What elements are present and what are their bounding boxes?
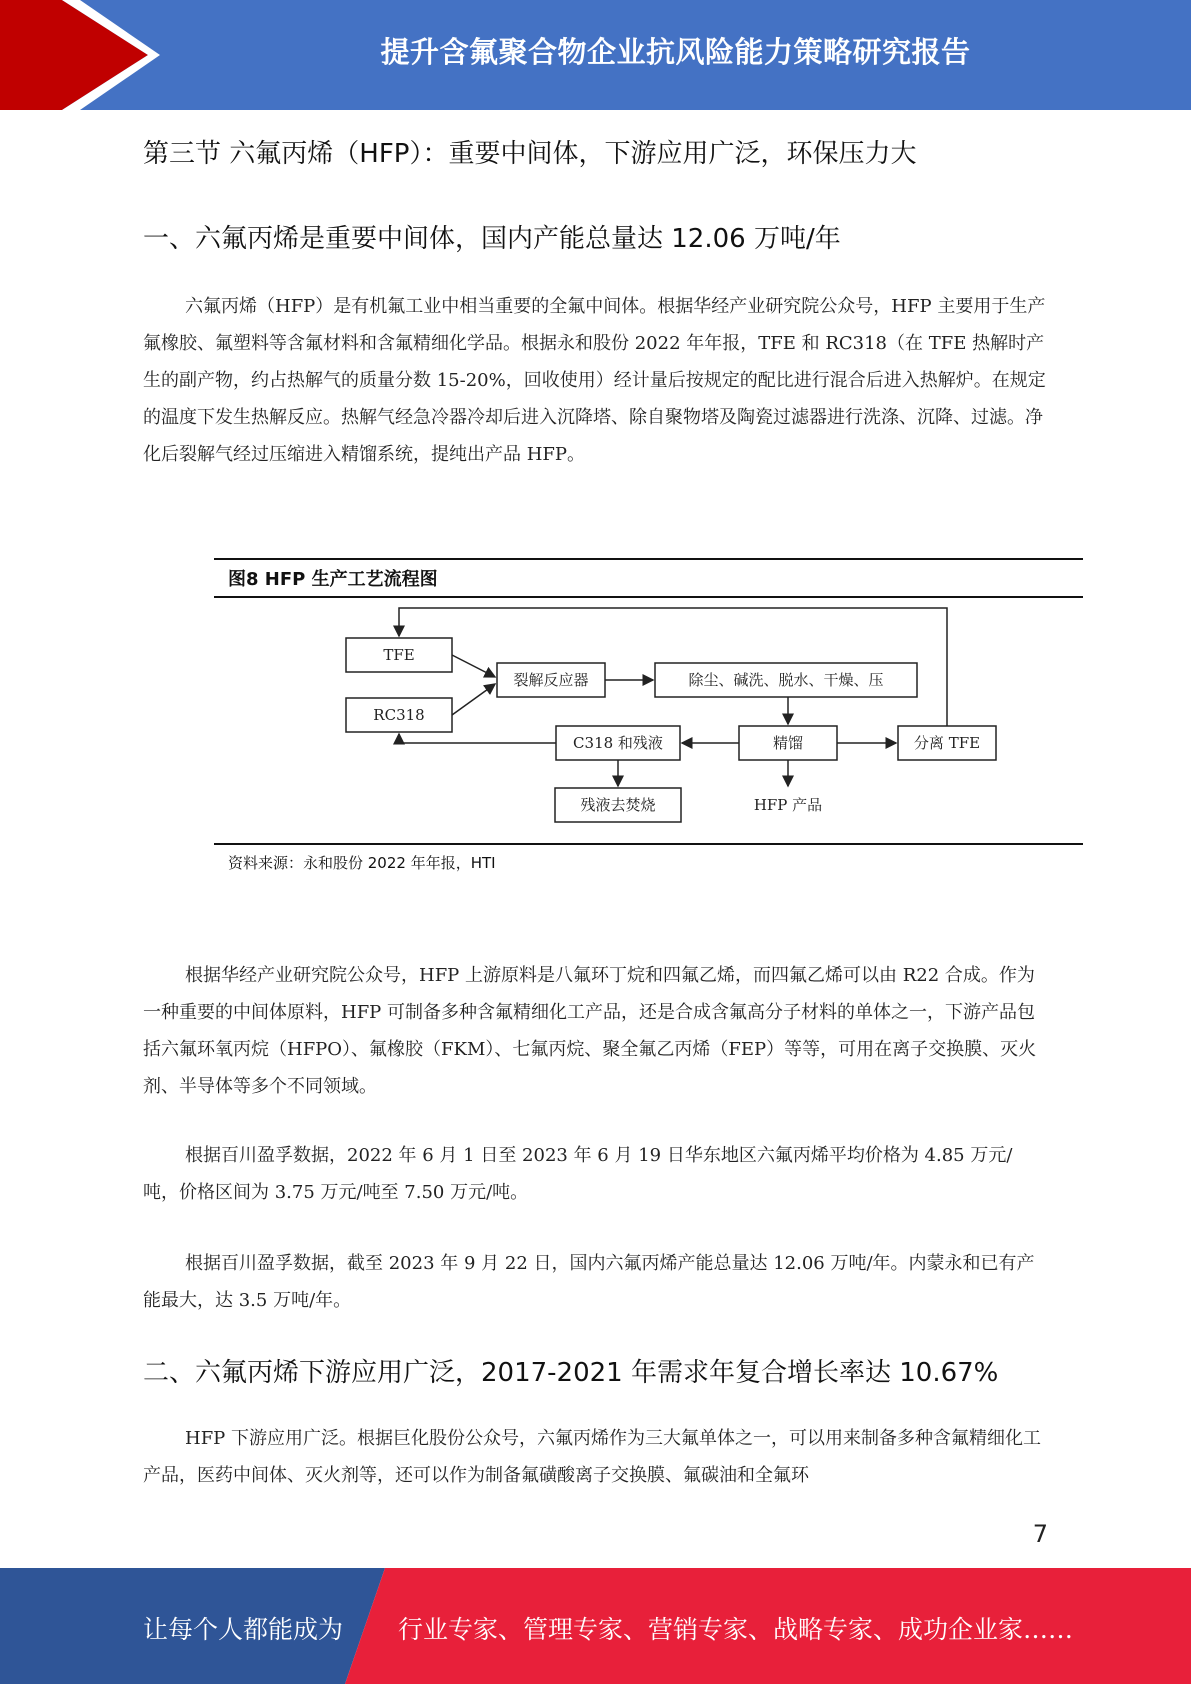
paragraph-3: 根据百川盈孚数据，2022 年 6 月 1 日至 2023 年 6 月 19 日华东地区六氟丙烯平均价格为 4.85 万元/吨，价格区间为 3.75 万元/吨至 7.50 万元/吨。 [143,1145,1013,1203]
figure-bottom-rule [214,843,1083,845]
footer-slogan-left: 让每个人都能成为 [143,1615,344,1644]
hfp-process-diagram [330,600,1010,840]
paragraph-4: 根据百川盈孚数据，截至 2023 年 9 月 22 日，国内六氟丙烯产能总量达 12.06 万吨/年。内蒙永和已有产能最大，达 3.5 万吨/年。 [143,1253,1035,1311]
page-header [0,0,1191,110]
figure-title-rule [214,596,1083,598]
node-distill-label: 精馏 [772,734,804,752]
node-purify-label: 除尘、碱洗、脱水、干燥、压 [688,671,884,689]
paragraph-5: HFP 下游应用广泛。根据巨化股份公众号，六氟丙烯作为三大氟单体之一，可以用来制备多种含氟精细化工产品，医药中间体、灭火剂等，还可以作为制备氟磺酸离子交换膜、氟碳油和全氟环 [143,1428,1042,1486]
edge-c318-rc318 [399,734,556,743]
subsection-heading-2: 二、六氟丙烯下游应用广泛，2017-2021 年需求年复合增长率达 10.67% [143,1358,999,1388]
figure-source: 资料来源：永和股份 2022 年年报，HTI [228,854,496,872]
figure-top-rule [214,558,1083,560]
node-separate-label: 分离 TFE [913,734,981,752]
node-c318-label: C318 和残液 [573,734,663,752]
node-product-label: HFP 产品 [753,796,823,814]
page-number: 7 [1032,1520,1048,1548]
edge-tfe-reactor [452,655,495,677]
node-reactor-label: 裂解反应器 [513,671,589,689]
paragraph-1: 六氟丙烯（HFP）是有机氟工业中相当重要的全氟中间体。根据华经产业研究院公众号，HFP 主要用于生产氟橡胶、氟塑料等含氟材料和含氟精细化学品。根据永和股份 2022 年年报，TFE 和 RC318（在 TFE 热解时产生的副产物，约占热解气的质量分数 15-20%，回收使用）经计量后按规定的配比进行混合后进入热解炉。在规定的温度下发生热解反应。热解气经急冷器冷却后进入沉降塔、除自聚物塔及陶瓷过滤器进行洗涤、沉降、过滤。净化后裂解气经过压缩进入精馏系统，提纯出产品 HFP。 [143,296,1046,465]
paragraph-2: 根据华经产业研究院公众号，HFP 上游原料是八氟环丁烷和四氟乙烯，而四氟乙烯可以由 R22 合成。作为一种重要的中间体原料，HFP 可制备多种含氟精细化工产品，还是合成含氟高分子材料的单体之一，下游产品包括六氟环氧丙烷（HFPO）、氟橡胶（FKM）、七氟丙烷、聚全氟乙丙烯（FEP）等等，可用在离子交换膜、灭火剂、半导体等多个不同领域。 [143,965,1037,1097]
report-title: 提升含氟聚合物企业抗风险能力策略研究报告 [380,35,971,69]
node-rc318-label: RC318 [373,706,425,724]
section-heading: 第三节 六氟丙烯（HFP）：重要中间体，下游应用广泛，环保压力大 [143,139,917,169]
subsection-heading-1: 一、六氟丙烯是重要中间体，国内产能总量达 12.06 万吨/年 [143,224,841,254]
footer-slogan-right: 行业专家、管理专家、营销专家、战略专家、成功企业家…… [398,1615,1074,1644]
figure-title: 图8 HFP 生产工艺流程图 [228,569,438,590]
edge-rc318-reactor [452,684,495,715]
page-footer [0,1568,1191,1684]
node-tfe-label: TFE [383,646,415,664]
node-residue-label: 残液去焚烧 [580,796,656,814]
